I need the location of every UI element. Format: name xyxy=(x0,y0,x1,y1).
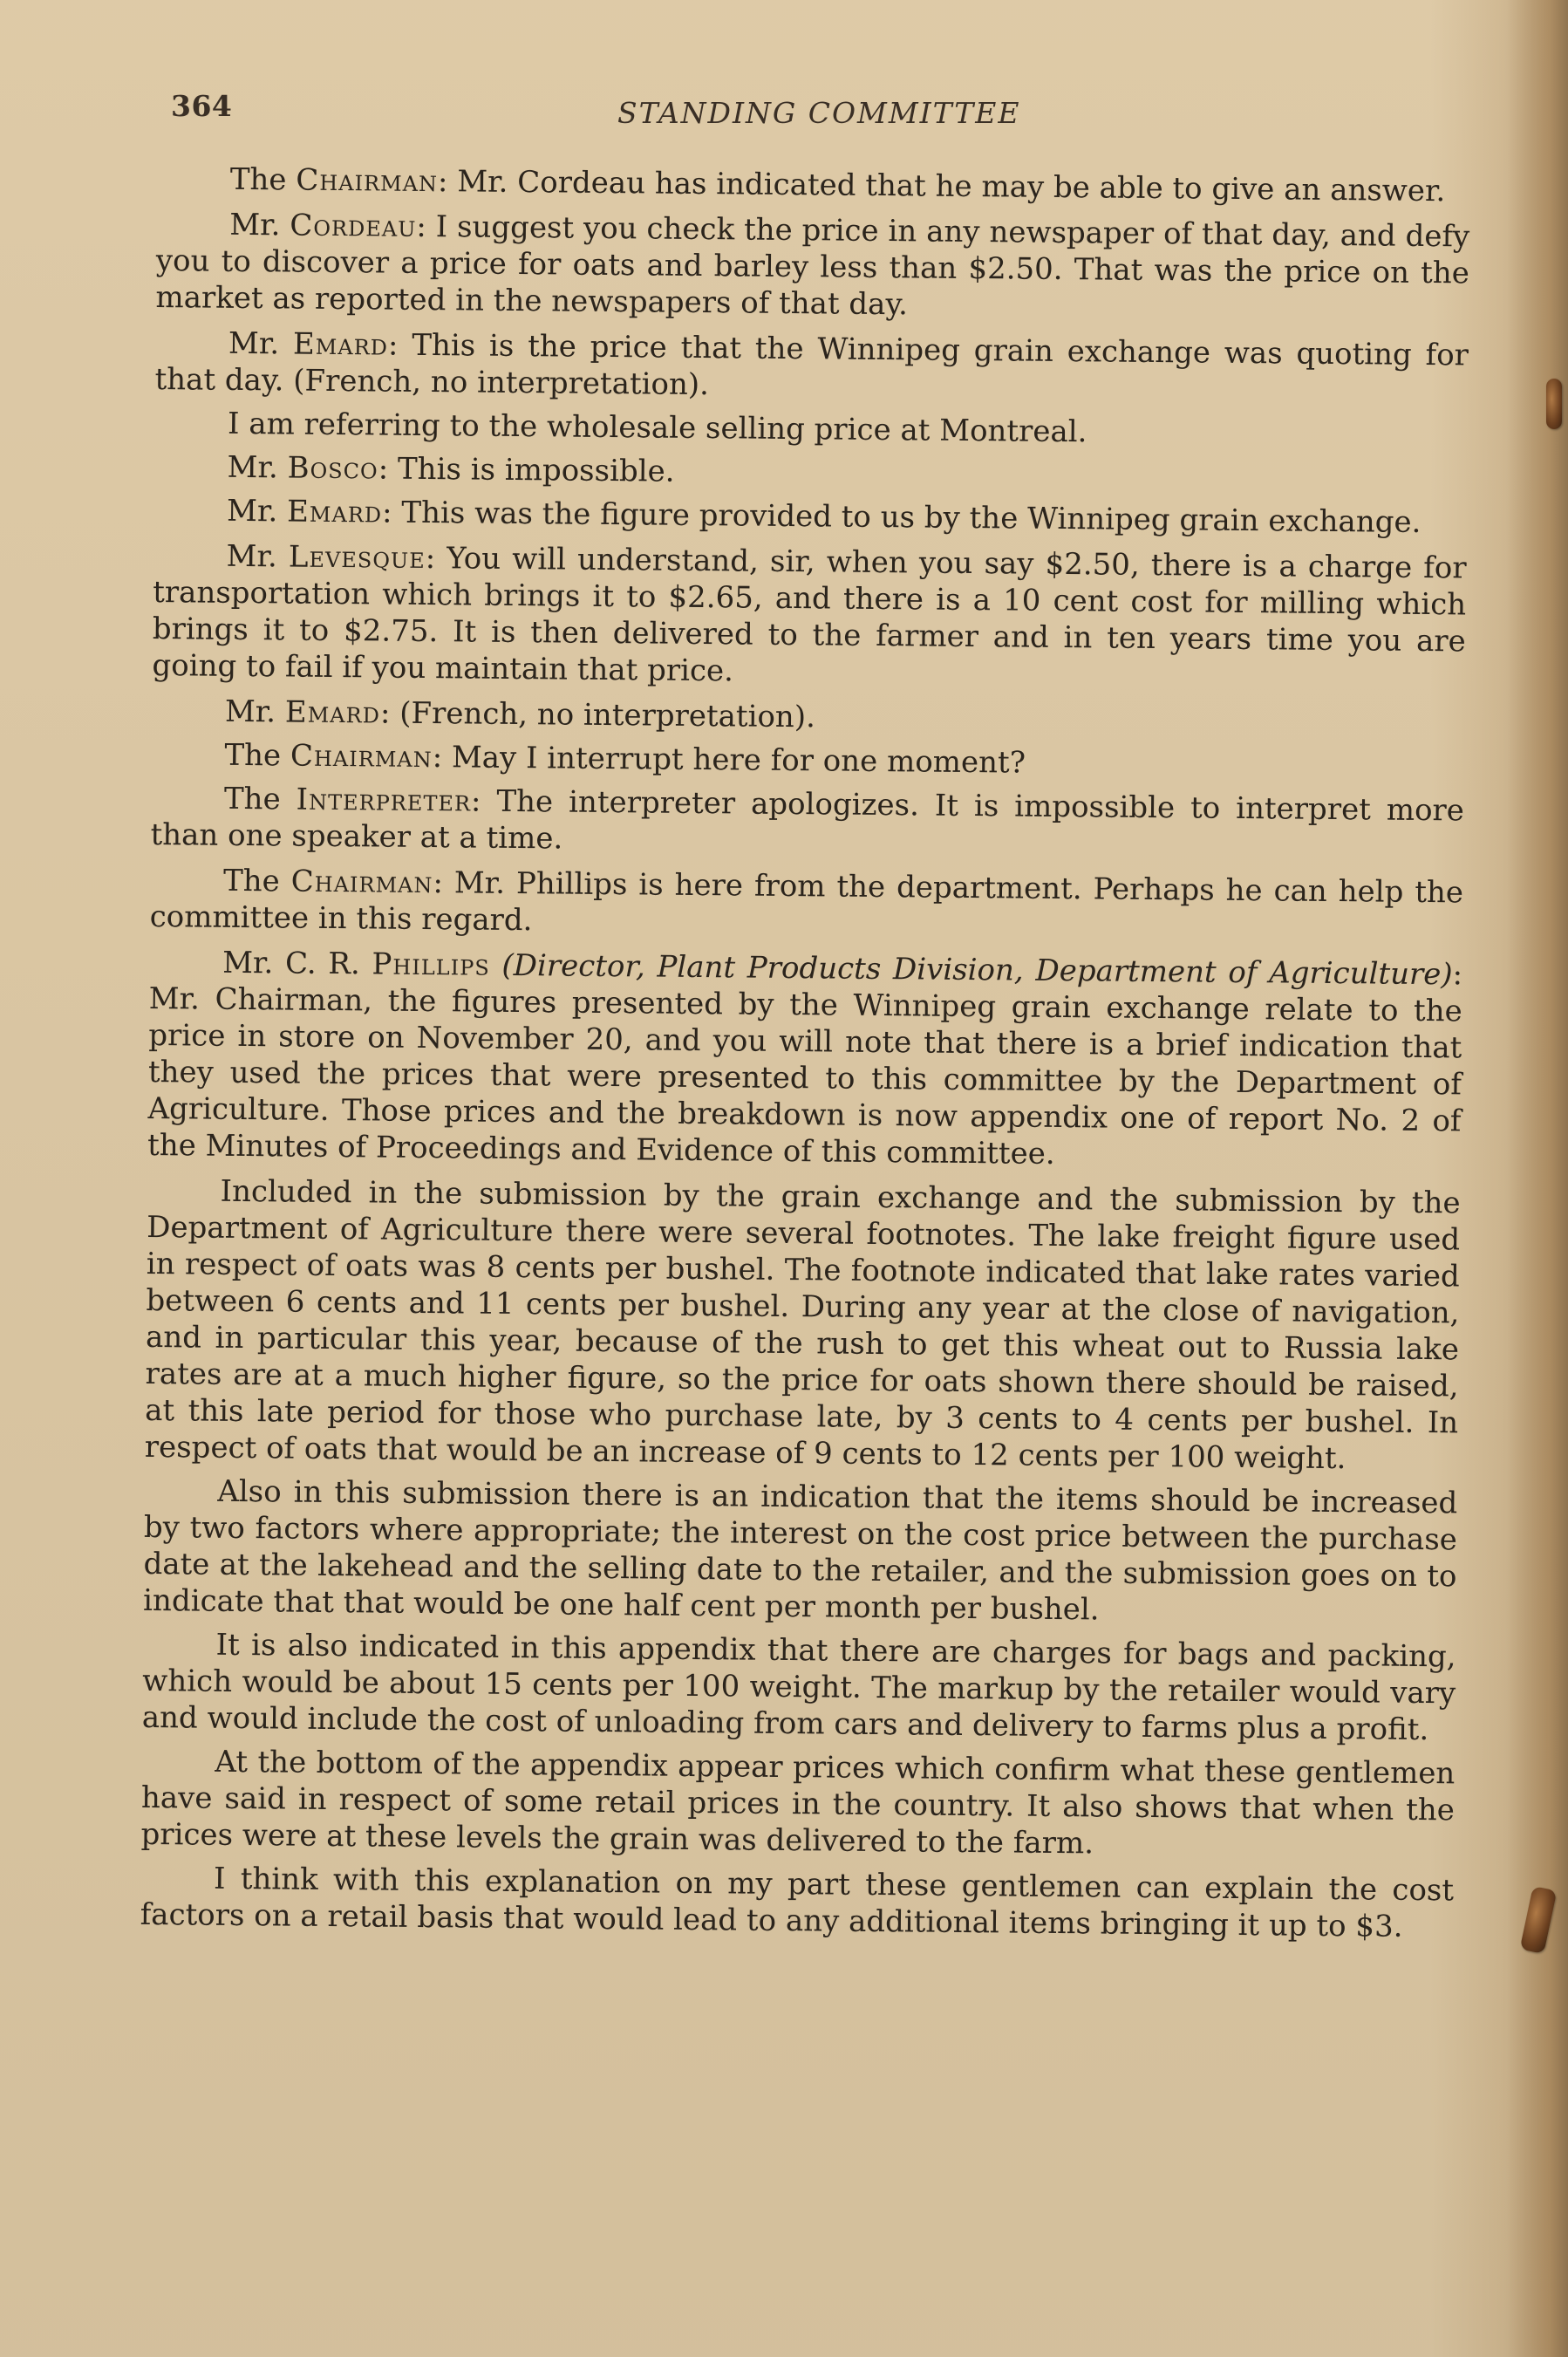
speaker-name: Emard xyxy=(292,326,389,363)
paragraph: Mr. Bosco: This is impossible. xyxy=(227,449,675,489)
paragraph: At the bottom of the appendix appear prices which confirm what these gentlemen have said in respect of some retail prices in the country. It also shows that when the prices were at these levels the grain was delivered to the farm. xyxy=(140,1744,1456,1862)
paragraph: Mr. Cordeau: I suggest you check the price in any newspaper of that day, and defy you to discover a price for oats and barley less than $2.50. That was the price on the market as reported in the newspapers of that day. xyxy=(155,207,1470,323)
paragraph: I am referring to the wholesale selling price at Montreal. xyxy=(227,406,1087,450)
paragraph-phillips: Mr. C. R. Phillips (Director, Plant Products Division, Department of Agriculture): Mr. Chairman, the figures presented by the Winnipeg grain exchange relate to the price in store on November 20, and you will note that there is a brief indication that they used the prices that were presented to this committee by the Department of Agriculture. Those prices and the breakdown is now appendix one of report No. 2 of the Minutes of Proceedings and Evidence of this committee. xyxy=(147,945,1463,1172)
paragraph: Also in this submission there is an indication that the items should be increased by two factors where appropriate; the interest on the cost price between the purchase date at the lakehead and the selling date to the retailer, and the submission goes on to indicate that that would be one half cent per month per bushel. xyxy=(142,1473,1458,1628)
page-number: 364 xyxy=(171,89,233,123)
paragraph: The Chairman: Mr. Cordeau has indicated that he may be able to give an answer. xyxy=(229,161,1446,209)
speaker-name: Phillips xyxy=(372,946,490,983)
paragraph: Mr. Emard: This was the figure provided to us by the Winnipeg grain exchange. xyxy=(226,493,1421,540)
paragraph: Included in the submission by the grain exchange and the submission by the Department of Agriculture there were several footnotes. The lake freight figure used in respect of oats was 8 cents per bushel. The footnote indicated that lake rates varied between 6 cents and 11 cents per bushel. During any year at the close of navigation, and in particular this year, because of the rush to get this wheat out to Russia lake rates are at a much higher figure, so the price for oats shown there should be raised, at this late period for those who purchase late, by 3 cents to 4 cents per bushel. In respect of oats that would be an increase of 9 cents to 12 cents per 100 weight. xyxy=(144,1173,1461,1477)
binding-clip-mark-top xyxy=(1546,379,1562,429)
speaker-name: Emard xyxy=(286,494,383,530)
paragraph: Mr. Levesque: You will understand, sir, when you say $2.50, there is a charge for transportation which brings it to $2.65, and there is a 10 cent cost for milling which brings it to $2.75. It is then delivered to the farmer and in ten years time you are going to fail if you maintain that price. xyxy=(152,538,1467,689)
speaker-name: Interpreter xyxy=(296,782,472,819)
page-header xyxy=(171,84,1479,136)
paragraph: I think with this explanation on my part these gentlemen can explain the cost factors on a retail basis that would lead to any additional items bringing it up to $3. xyxy=(140,1861,1455,1944)
paragraph: Mr. Emard: (French, no interpretation). xyxy=(224,693,816,735)
book-spine-shadow xyxy=(1507,0,1568,2357)
paragraph: It is also indicated in this appendix that there are charges for bags and packing, which would be about 15 cents per 100 weight. The markup by the retailer would vary and would include the cost of unloading from cars and delivery to farms plus a profit. xyxy=(141,1627,1456,1748)
running-head: STANDING COMMITTEE xyxy=(617,96,1021,130)
speaker-name: Chairman xyxy=(290,738,433,775)
speaker-title: (Director, Plant Products Division, Department of Agriculture) xyxy=(501,947,1453,993)
speaker-name: Bosco xyxy=(287,450,378,487)
paragraph: The Chairman: Mr. Phillips is here from the department. Perhaps he can help the committee in this regard. xyxy=(149,863,1464,939)
paragraph: Mr. Emard: This is the price that the Winnipeg grain exchange was quoting for that day. (French, no interpretation). xyxy=(154,325,1469,403)
speaker-name: Chairman xyxy=(296,162,439,200)
speaker-name: Chairman xyxy=(290,864,433,901)
transcript-body xyxy=(140,161,1470,1952)
speaker-name: Cordeau xyxy=(290,208,417,244)
paragraph: The Interpreter: The interpreter apologizes. It is impossible to interpret more than one speaker at a time. xyxy=(150,781,1465,857)
speaker-name: Levesque xyxy=(288,539,426,576)
speaker-name: Emard xyxy=(284,694,381,731)
paragraph: The Chairman: May I interrupt here for one moment? xyxy=(224,737,1026,781)
